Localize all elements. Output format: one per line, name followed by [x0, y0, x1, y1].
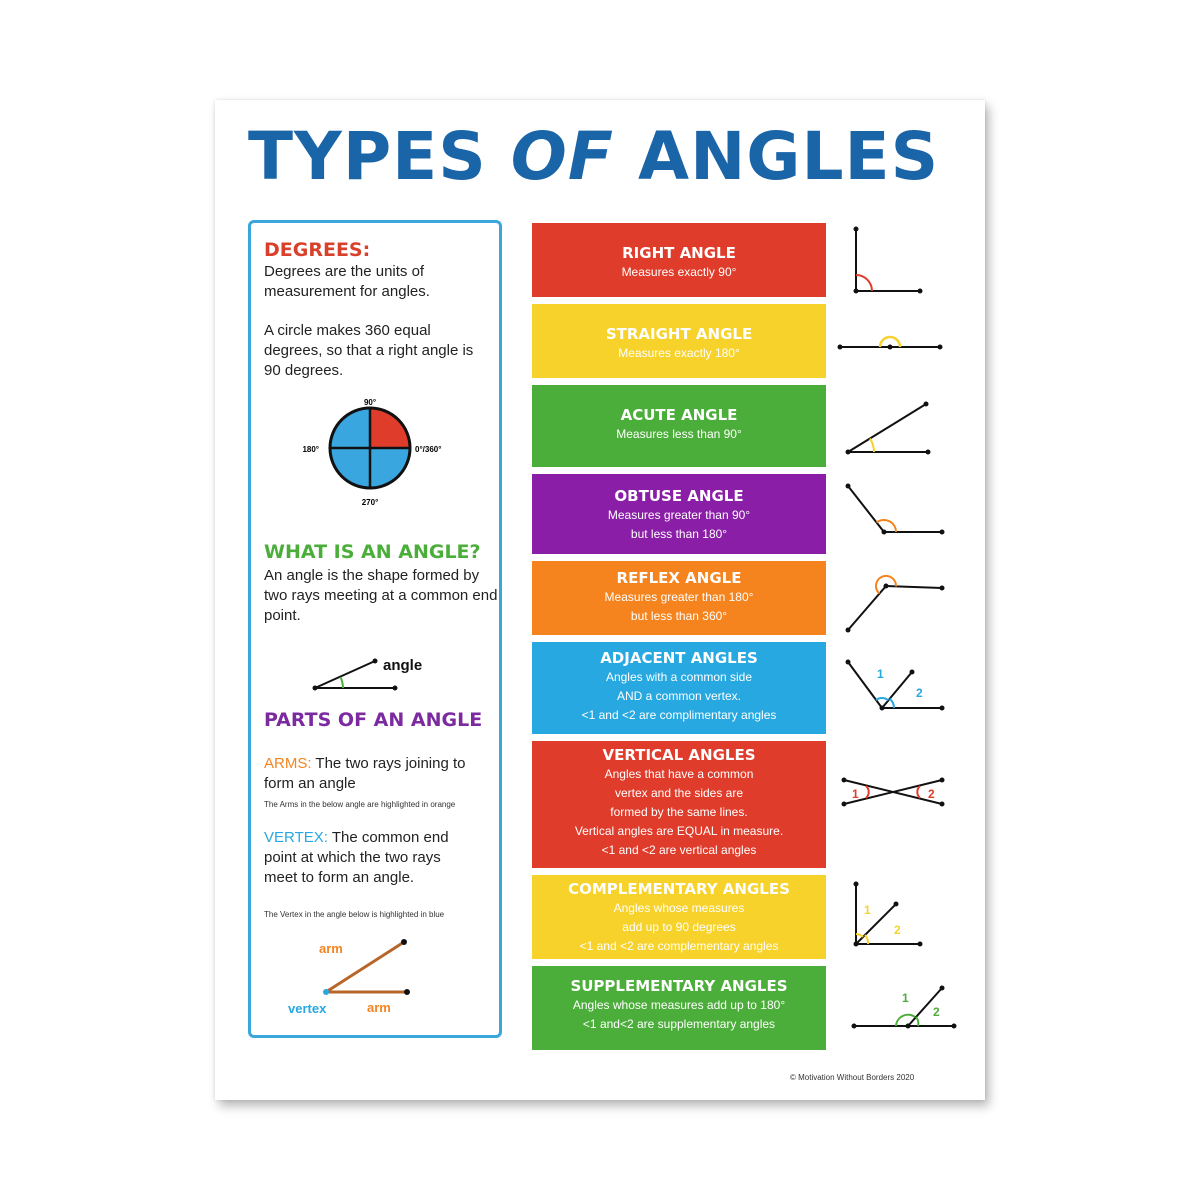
degrees-heading: DEGREES: — [264, 239, 371, 261]
acute-angle-diagram — [838, 392, 958, 464]
band-description: Angles that have a common vertex and the sides are formed by the same lines. Vertical angles are EQUAL in measure. <1 and <2 are vertical angles — [574, 767, 784, 857]
obtuse-angle-diagram — [838, 476, 958, 546]
arms-text: The two rays joining to form an angle — [264, 755, 466, 792]
vertex-definition — [264, 828, 464, 888]
vertical-label-1: 1 — [852, 787, 859, 801]
arm-label-bottom: arm — [367, 1000, 391, 1015]
band-title: ADJACENT ANGLES — [600, 649, 758, 667]
circle-label-0-360: 0°/360° — [415, 445, 442, 454]
arms-definition — [264, 754, 492, 794]
supplementary-angles-diagram — [846, 976, 966, 1036]
degrees-paragraph-2: A circle makes 360 equal degrees, so that a right angle is 90 degrees. — [264, 322, 474, 379]
angle-label: angle — [383, 657, 423, 674]
band-complementary-angles — [532, 875, 826, 959]
title-word-of: OF — [510, 118, 614, 195]
band-description: Measures less than 90° — [616, 427, 742, 441]
band-straight-angle — [532, 304, 826, 378]
band-title: OBTUSE ANGLE — [614, 487, 744, 505]
circle-label-270: 270° — [361, 498, 379, 507]
right-angle-diagram — [840, 223, 960, 303]
band-vertical-angles — [532, 741, 826, 868]
band-description: Angles whose measures add up to 90 degrees <1 and <2 are complementary angles — [579, 901, 779, 953]
arm-label-top: arm — [319, 941, 343, 956]
band-reflex-angle — [532, 561, 826, 635]
complementary-label-2: 2 — [894, 923, 901, 937]
complementary-angles-diagram — [840, 876, 960, 952]
complementary-label-1: 1 — [864, 903, 871, 917]
title-word-types: TYPES — [248, 118, 487, 195]
parts-heading: PARTS OF AN ANGLE — [264, 709, 483, 731]
band-description: Angles with a common side AND a common vertex. <1 and <2 are complimentary angles — [581, 670, 777, 722]
band-obtuse-angle — [532, 474, 826, 554]
arms-note: The Arms in the below angle are highlighted in orange — [264, 800, 456, 809]
reflex-angle-diagram — [838, 568, 958, 640]
poster-title — [248, 118, 948, 208]
band-title: REFLEX ANGLE — [616, 569, 742, 587]
parts-diagram — [282, 932, 422, 1022]
band-description: Measures greater than 180° but less than 360° — [604, 590, 754, 623]
adjacent-label-1: 1 — [877, 667, 884, 681]
vertex-note: The Vertex in the angle below is highlighted in blue — [264, 910, 445, 919]
copyright-notice: © Motivation Without Borders 2020 — [790, 1073, 915, 1082]
band-title: RIGHT ANGLE — [622, 244, 736, 262]
vertex-text: The common end point at which the two rays meet to form an angle. — [264, 829, 449, 886]
straight-angle-diagram — [832, 318, 952, 368]
band-right-angle — [532, 223, 826, 297]
vertical-angles-diagram — [836, 770, 956, 820]
vertical-label-2: 2 — [928, 787, 935, 801]
arms-term: ARMS: — [264, 755, 312, 772]
band-adjacent-angles — [532, 642, 826, 734]
circle-label-180: 180° — [302, 445, 319, 454]
band-title: SUPPLEMENTARY ANGLES — [570, 977, 788, 995]
circle-label-90: 90° — [363, 398, 377, 407]
band-description: Measures exactly 180° — [618, 346, 740, 360]
degrees-paragraph-1: Degrees are the units of measurement for angles. — [264, 263, 430, 300]
band-description: Measures greater than 90° but less than 180° — [607, 508, 751, 541]
band-acute-angle — [532, 385, 826, 467]
degree-circle-diagram — [295, 393, 465, 513]
adjacent-angles-diagram — [838, 652, 958, 722]
band-title: STRAIGHT ANGLE — [605, 325, 753, 343]
supplementary-label-2: 2 — [933, 1005, 940, 1019]
band-description: Angles whose measures add up to 180° <1 and<2 are supplementary angles — [572, 998, 786, 1031]
band-title: COMPLEMENTARY ANGLES — [568, 880, 790, 898]
supplementary-label-1: 1 — [902, 991, 909, 1005]
band-supplementary-angles — [532, 966, 826, 1050]
angle-example-diagram — [305, 648, 445, 698]
what-heading: WHAT IS AN ANGLE? — [264, 541, 481, 563]
vertex-label: vertex — [288, 1001, 327, 1016]
vertex-term: VERTEX: — [264, 829, 328, 846]
adjacent-label-2: 2 — [916, 686, 923, 700]
title-word-angles: ANGLES — [637, 118, 940, 195]
band-title: ACUTE ANGLE — [620, 406, 738, 424]
band-title: VERTICAL ANGLES — [602, 746, 756, 764]
band-description: Measures exactly 90° — [621, 265, 737, 279]
what-text: An angle is the shape formed by two rays meeting at a common end point. — [264, 567, 498, 624]
